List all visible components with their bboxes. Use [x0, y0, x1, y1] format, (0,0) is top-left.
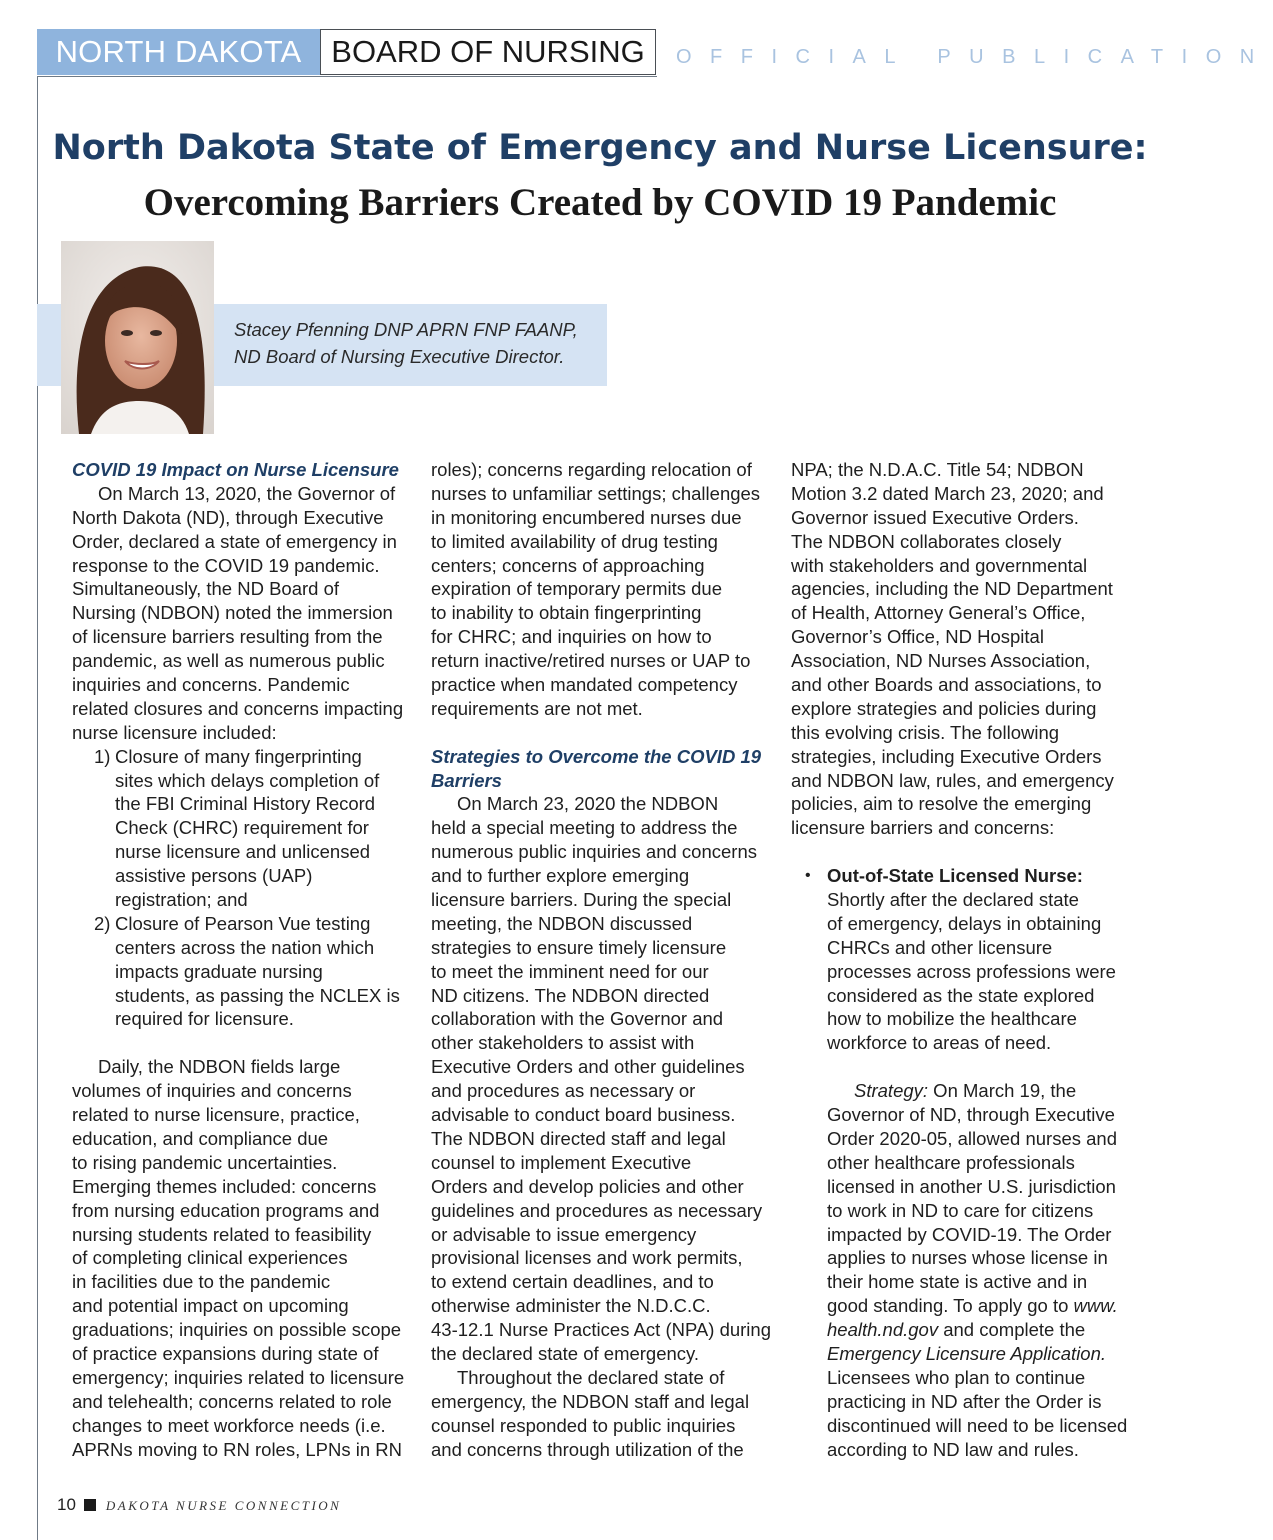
text-line: according to ND law and rules.: [827, 1438, 1079, 1460]
text-line: processes across professions were: [827, 960, 1116, 982]
text-line: centers across the nation which: [115, 936, 375, 958]
text-line: changes to meet workforce needs (i.e.: [72, 1414, 386, 1436]
text-line: Daily, the NDBON fields large: [98, 1056, 341, 1078]
masthead-state: NORTH DAKOTA: [37, 29, 320, 75]
text-line: return inactive/retired nurses or UAP to: [431, 650, 751, 672]
list-item-1: [72, 745, 417, 912]
text-line: 43-12.1 Nurse Practices Act (NPA) during: [431, 1319, 771, 1341]
text-line: counsel responded to public inquiries: [431, 1414, 736, 1436]
column-2: [431, 458, 776, 1461]
text-line: health.nd.gov and complete the: [827, 1319, 1086, 1341]
text-line: Order, declared a state of emergency in: [72, 530, 397, 552]
author-role: ND Board of Nursing Executive Director.: [234, 346, 565, 367]
text-line: The NDBON directed staff and legal: [431, 1127, 726, 1149]
text-line: the declared state of emergency.: [431, 1342, 700, 1364]
text-line: requirements are not met.: [431, 697, 643, 719]
text-line: ND citizens. The NDBON directed: [431, 984, 710, 1006]
text-line: policies, aim to resolve the emerging: [791, 793, 1092, 815]
text-line: other stakeholders to assist with: [431, 1032, 695, 1054]
text-line: or advisable to issue emergency: [431, 1223, 697, 1245]
text-line: to meet the imminent need for our: [431, 960, 709, 982]
text-line: for CHRC; and inquiries on how to: [431, 626, 712, 648]
text-line: APRNs moving to RN roles, LPNs in RN: [72, 1438, 403, 1460]
text-line: to rising pandemic uncertainties.: [72, 1151, 338, 1173]
application-name: Emergency Licensure Application.: [827, 1342, 1107, 1364]
text-line: their home state is active and in: [827, 1271, 1088, 1293]
text-line: nurse licensure included:: [72, 721, 277, 743]
text-line: impacted by COVID-19. The Order: [827, 1223, 1112, 1245]
list-item-2: [72, 912, 417, 1031]
text-line: licensure barriers and concerns:: [791, 817, 1055, 839]
section-heading-strategies-cont: Barriers: [431, 769, 502, 791]
left-border-rule: [37, 76, 38, 1540]
text-line: registration; and: [115, 889, 248, 911]
masthead-official-publication: OFFICIAL PUBLICATION: [676, 46, 1273, 68]
masthead-board: BOARD OF NURSING: [320, 29, 656, 75]
text-line: CHRCs and other licensure: [827, 936, 1053, 958]
text-line: workforce to areas of need.: [827, 1032, 1052, 1054]
list-number: 1): [94, 745, 111, 767]
text-line: sites which delays completion of: [115, 769, 380, 791]
text-line: this evolving crisis. The following: [791, 721, 1060, 743]
article-title: North Dakota State of Emergency and Nurse Licensure:: [52, 128, 1148, 168]
text-line: The NDBON collaborates closely: [791, 530, 1062, 552]
text-line: how to mobilize the healthcare: [827, 1008, 1077, 1030]
text-line: Governor of ND, through Executive: [827, 1104, 1115, 1126]
text-line: strategies to ensure timely licensure: [431, 936, 727, 958]
text-line: considered as the state explored: [827, 984, 1095, 1006]
text-line: to extend certain deadlines, and to: [431, 1271, 714, 1293]
text-line: students, as passing the NCLEX is: [115, 984, 400, 1006]
text-line: licensure barriers. During the special: [431, 889, 732, 911]
text-line: good standing. To apply go to www.: [827, 1295, 1118, 1317]
author-name: Stacey Pfenning DNP APRN FNP FAANP,: [234, 319, 578, 340]
text-line: to work in ND to care for citizens: [827, 1199, 1094, 1221]
text-line: to inability to obtain fingerprinting: [431, 602, 702, 624]
article-subtitle: Overcoming Barriers Created by COVID 19 Pandemic: [143, 181, 1057, 224]
text-line: and to further explore emerging: [431, 865, 690, 887]
text-line: roles); concerns regarding relocation of: [431, 459, 752, 480]
text-line: nursing students related to feasibility: [72, 1223, 372, 1245]
text-line: in monitoring encumbered nurses due: [431, 506, 742, 528]
text-line: and telehealth; concerns related to role: [72, 1390, 392, 1412]
text-line: Motion 3.2 dated March 23, 2020; and: [791, 482, 1104, 504]
text-line: advisable to conduct board business.: [431, 1104, 736, 1126]
text-line: applies to nurses whose license in: [827, 1247, 1108, 1269]
text-line: Nursing (NDBON) noted the immersion: [72, 602, 393, 624]
text-line: expiration of temporary permits due: [431, 578, 722, 600]
page-footer: [57, 1495, 341, 1515]
text-line: and potential impact on upcoming: [72, 1295, 349, 1317]
text-line: On March 13, 2020, the Governor of: [98, 482, 396, 504]
strategy-label: Strategy:: [854, 1080, 929, 1102]
text-line: volumes of inquiries and concerns: [72, 1080, 352, 1102]
text-line: of completing clinical experiences: [72, 1247, 348, 1269]
footer-publication: DAKOTA NURSE CONNECTION: [105, 1498, 342, 1513]
text-line: North Dakota (ND), through Executive: [72, 506, 384, 528]
text-line: numerous public inquiries and concerns: [431, 841, 757, 863]
text-line: from nursing education programs and: [72, 1199, 380, 1221]
text-line: response to the COVID 19 pandemic.: [72, 554, 380, 576]
text-line: and other Boards and associations, to: [791, 674, 1102, 696]
text-line: provisional licenses and work permits,: [431, 1247, 743, 1269]
bullet-item-out-of-state: [791, 864, 1131, 1055]
header-rule: [37, 76, 657, 77]
text-line: Throughout the declared state of: [457, 1366, 725, 1388]
text-line: required for licensure.: [115, 1008, 294, 1030]
text-line: licensed in another U.S. jurisdiction: [827, 1175, 1116, 1197]
author-photo: [61, 241, 214, 434]
page-number: 10: [57, 1495, 76, 1514]
text-line: Governor issued Executive Orders.: [791, 506, 1079, 528]
square-icon: [84, 1499, 96, 1511]
column-3: [791, 458, 1131, 1461]
text-line: counsel to implement Executive: [431, 1151, 692, 1173]
text-line: and procedures as necessary or: [431, 1080, 696, 1102]
text-line: Check (CHRC) requirement for: [115, 817, 369, 839]
text-line: practice when mandated competency: [431, 674, 738, 696]
text-line: impacts graduate nursing: [115, 960, 323, 982]
text-line: Executive Orders and other guidelines: [431, 1056, 745, 1078]
text-line: Order 2020-05, allowed nurses and: [827, 1127, 1118, 1149]
text-line: graduations; inquiries on possible scope: [72, 1319, 402, 1341]
section-heading-strategies: Strategies to Overcome the COVID 19: [431, 745, 762, 767]
text-line: nurse licensure and unlicensed: [115, 841, 371, 863]
text-line: Orders and develop policies and other: [431, 1175, 744, 1197]
text-line: assistive persons (UAP): [115, 865, 313, 887]
text-line: Closure of Pearson Vue testing: [115, 912, 371, 934]
text-line: nurses to unfamiliar settings; challenges: [431, 482, 761, 504]
text-line: other healthcare professionals: [827, 1151, 1075, 1173]
text-line: of Health, Attorney General’s Office,: [791, 602, 1086, 624]
bullet-title: Out-of-State Licensed Nurse:: [827, 865, 1083, 887]
text-line: emergency, the NDBON staff and legal: [431, 1390, 750, 1412]
text-line: Shortly after the declared state: [827, 889, 1079, 911]
text-line: in facilities due to the pandemic: [72, 1271, 331, 1293]
text-line: the FBI Criminal History Record: [115, 793, 376, 815]
text-line: to limited availability of drug testing: [431, 530, 718, 552]
text-line: and concerns through utilization of the: [431, 1438, 744, 1460]
website-link-cont[interactable]: health.nd.gov: [827, 1319, 939, 1341]
text-line: Licensees who plan to continue: [827, 1366, 1086, 1388]
text-line: Association, ND Nurses Association,: [791, 650, 1091, 672]
text-line: of practice expansions during state of: [72, 1342, 379, 1364]
text-line: Governor’s Office, ND Hospital: [791, 626, 1044, 648]
text-line: practicing in ND after the Order is: [827, 1390, 1102, 1412]
text-line: of licensure barriers resulting from the: [72, 626, 383, 648]
column-1: [72, 458, 417, 1461]
text-line: pandemic, as well as numerous public: [72, 650, 385, 672]
text-line: education, and compliance due: [72, 1127, 329, 1149]
text-line: discontinued will need to be licensed: [827, 1414, 1128, 1436]
text-line: Strategy: On March 19, the: [854, 1080, 1077, 1102]
text-line: and NDBON law, rules, and emergency: [791, 769, 1114, 791]
text-line: NPA; the N.D.A.C. Title 54; NDBON: [791, 459, 1084, 480]
text-line: strategies, including Executive Orders: [791, 745, 1102, 767]
text-line: held a special meeting to address the: [431, 817, 738, 839]
website-link[interactable]: www.: [1073, 1295, 1118, 1317]
text-line: emergency; inquiries related to licensure: [72, 1366, 405, 1388]
text-line: otherwise administer the N.D.C.C.: [431, 1295, 711, 1317]
text-line: related closures and concerns impacting: [72, 697, 404, 719]
text-line: Simultaneously, the ND Board of: [72, 578, 340, 600]
text-line: centers; concerns of approaching: [431, 554, 705, 576]
section-heading-impact: COVID 19 Impact on Nurse Licensure: [72, 459, 399, 480]
text-line: of emergency, delays in obtaining: [827, 912, 1102, 934]
text-line: inquiries and concerns. Pandemic: [72, 674, 350, 696]
text-line: agencies, including the ND Department: [791, 578, 1113, 600]
text-line: On March 23, 2020 the NDBON: [457, 793, 719, 815]
text-line: related to nurse licensure, practice,: [72, 1104, 360, 1126]
text-line: with stakeholders and governmental: [791, 554, 1088, 576]
text-line: guidelines and procedures as necessary: [431, 1199, 763, 1221]
bullet-icon: •: [805, 867, 811, 885]
text-line: explore strategies and policies during: [791, 697, 1097, 719]
text-line: Emerging themes included: concerns: [72, 1175, 377, 1197]
author-credit: [234, 316, 578, 370]
text-line: meeting, the NDBON discussed: [431, 912, 693, 934]
text-line: collaboration with the Governor and: [431, 1008, 724, 1030]
list-number: 2): [94, 912, 111, 934]
text-line: Closure of many fingerprinting: [115, 745, 362, 767]
